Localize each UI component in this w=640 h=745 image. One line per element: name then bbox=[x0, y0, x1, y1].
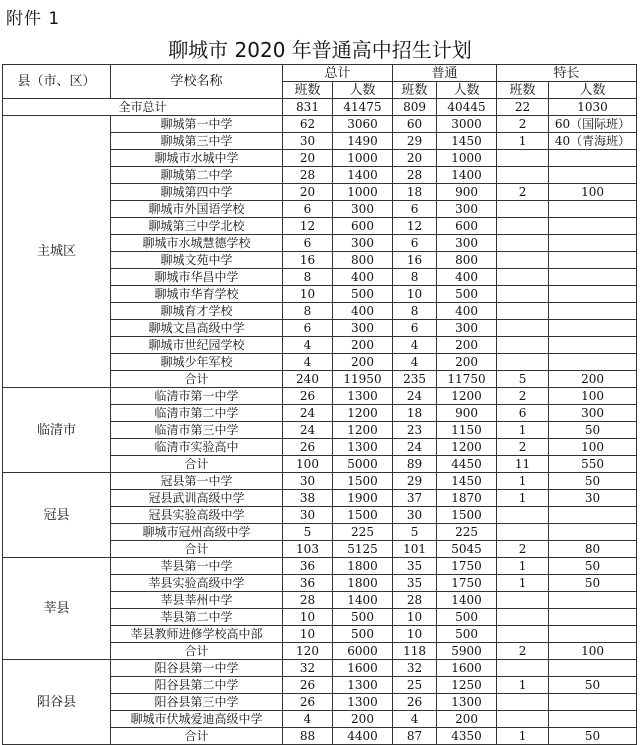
value-cell bbox=[497, 303, 549, 320]
value-cell: 400 bbox=[437, 269, 497, 286]
value-cell: 1250 bbox=[437, 677, 497, 694]
value-cell: 800 bbox=[437, 252, 497, 269]
value-cell: 20 bbox=[283, 150, 333, 167]
value-cell: 5 bbox=[283, 524, 333, 541]
value-cell: 25 bbox=[393, 677, 437, 694]
value-cell: 1400 bbox=[437, 592, 497, 609]
value-cell: 62 bbox=[283, 116, 333, 133]
county-name: 主城区 bbox=[3, 116, 111, 388]
value-cell: 1800 bbox=[333, 575, 393, 592]
value-cell: 1600 bbox=[333, 660, 393, 677]
value-cell: 400 bbox=[333, 269, 393, 286]
value-cell: 50 bbox=[549, 677, 637, 694]
value-cell: 28 bbox=[283, 592, 333, 609]
value-cell: 1 bbox=[497, 473, 549, 490]
subtotal-cell: 100 bbox=[283, 456, 333, 473]
subtotal-cell: 2 bbox=[497, 541, 549, 558]
value-cell: 12 bbox=[283, 218, 333, 235]
value-cell: 30 bbox=[283, 473, 333, 490]
county-name: 阳谷县 bbox=[3, 660, 111, 745]
subtotal-cell: 1 bbox=[497, 728, 549, 745]
value-cell bbox=[497, 507, 549, 524]
value-cell: 500 bbox=[333, 286, 393, 303]
subtotal-cell: 120 bbox=[283, 643, 333, 660]
value-cell: 24 bbox=[283, 405, 333, 422]
value-cell: 20 bbox=[283, 184, 333, 201]
value-cell bbox=[549, 592, 637, 609]
value-cell: 4 bbox=[393, 337, 437, 354]
value-cell: 1 bbox=[497, 133, 549, 150]
value-cell: 1300 bbox=[437, 694, 497, 711]
value-cell: 16 bbox=[283, 252, 333, 269]
subtotal-cell: 6000 bbox=[333, 643, 393, 660]
value-cell: 23 bbox=[393, 422, 437, 439]
value-cell: 1400 bbox=[333, 167, 393, 184]
value-cell: 1750 bbox=[437, 558, 497, 575]
school-name: 聊城市水城慧德学校 bbox=[111, 235, 283, 252]
school-name: 聊城第二中学 bbox=[111, 167, 283, 184]
city-total-cell: 831 bbox=[283, 99, 333, 116]
value-cell: 26 bbox=[283, 388, 333, 405]
value-cell: 300 bbox=[333, 235, 393, 252]
subtotal-cell: 200 bbox=[549, 371, 637, 388]
value-cell: 1870 bbox=[437, 490, 497, 507]
value-cell: 50 bbox=[549, 575, 637, 592]
value-cell: 1600 bbox=[437, 660, 497, 677]
city-total-cell: 1030 bbox=[549, 99, 637, 116]
value-cell bbox=[549, 201, 637, 218]
value-cell bbox=[497, 235, 549, 252]
value-cell: 300 bbox=[437, 201, 497, 218]
value-cell: 4 bbox=[283, 711, 333, 728]
value-cell: 400 bbox=[333, 303, 393, 320]
value-cell: 300 bbox=[549, 405, 637, 422]
value-cell: 1450 bbox=[437, 473, 497, 490]
value-cell: 1400 bbox=[437, 167, 497, 184]
city-total-cell: 40445 bbox=[437, 99, 497, 116]
value-cell: 35 bbox=[393, 575, 437, 592]
value-cell bbox=[549, 354, 637, 371]
value-cell: 900 bbox=[437, 184, 497, 201]
value-cell bbox=[497, 694, 549, 711]
value-cell: 30 bbox=[283, 507, 333, 524]
value-cell: 6 bbox=[283, 320, 333, 337]
value-cell: 6 bbox=[393, 235, 437, 252]
value-cell: 32 bbox=[283, 660, 333, 677]
value-cell bbox=[497, 592, 549, 609]
school-name: 莘县莘州中学 bbox=[111, 592, 283, 609]
value-cell: 6 bbox=[393, 320, 437, 337]
value-cell: 37 bbox=[393, 490, 437, 507]
value-cell: 300 bbox=[333, 320, 393, 337]
value-cell bbox=[549, 286, 637, 303]
school-name: 临清市第三中学 bbox=[111, 422, 283, 439]
value-cell bbox=[497, 320, 549, 337]
school-name: 聊城育才学校 bbox=[111, 303, 283, 320]
value-cell: 26 bbox=[393, 694, 437, 711]
value-cell: 4 bbox=[283, 337, 333, 354]
school-name: 冠县武训高级中学 bbox=[111, 490, 283, 507]
subtotal-cell: 4350 bbox=[437, 728, 497, 745]
subtotal-cell: 5125 bbox=[333, 541, 393, 558]
header-special: 特长 bbox=[497, 65, 637, 82]
value-cell: 1200 bbox=[333, 422, 393, 439]
school-name: 聊城市外国语学校 bbox=[111, 201, 283, 218]
value-cell bbox=[549, 660, 637, 677]
value-cell: 200 bbox=[437, 711, 497, 728]
school-name: 阳谷县第三中学 bbox=[111, 694, 283, 711]
value-cell bbox=[497, 286, 549, 303]
value-cell: 2 bbox=[497, 116, 549, 133]
value-cell bbox=[549, 507, 637, 524]
value-cell: 1 bbox=[497, 422, 549, 439]
value-cell: 24 bbox=[393, 439, 437, 456]
value-cell: 10 bbox=[283, 626, 333, 643]
value-cell: 1200 bbox=[437, 388, 497, 405]
subtotal-cell: 5 bbox=[497, 371, 549, 388]
subtotal-cell: 89 bbox=[393, 456, 437, 473]
value-cell: 1000 bbox=[333, 184, 393, 201]
subtotal-cell: 240 bbox=[283, 371, 333, 388]
subtotal-cell: 103 bbox=[283, 541, 333, 558]
value-cell: 1500 bbox=[437, 507, 497, 524]
value-cell: 38 bbox=[283, 490, 333, 507]
value-cell: 500 bbox=[437, 286, 497, 303]
value-cell: 6 bbox=[283, 235, 333, 252]
value-cell: 500 bbox=[333, 626, 393, 643]
value-cell: 1900 bbox=[333, 490, 393, 507]
value-cell: 40（青海班） bbox=[549, 133, 637, 150]
school-name: 冠县第一中学 bbox=[111, 473, 283, 490]
city-total-label: 全市总计 bbox=[3, 99, 283, 116]
school-name: 聊城市华昌中学 bbox=[111, 269, 283, 286]
value-cell: 225 bbox=[437, 524, 497, 541]
value-cell bbox=[497, 660, 549, 677]
value-cell: 18 bbox=[393, 405, 437, 422]
value-cell: 200 bbox=[437, 337, 497, 354]
school-name: 冠县实验高级中学 bbox=[111, 507, 283, 524]
subtotal-cell: 5900 bbox=[437, 643, 497, 660]
value-cell bbox=[497, 167, 549, 184]
value-cell: 2 bbox=[497, 388, 549, 405]
value-cell: 6 bbox=[283, 201, 333, 218]
subtotal-cell: 50 bbox=[549, 728, 637, 745]
value-cell: 10 bbox=[393, 609, 437, 626]
school-name: 阳谷县第一中学 bbox=[111, 660, 283, 677]
header-regular-people: 人数 bbox=[437, 82, 497, 99]
value-cell: 10 bbox=[283, 286, 333, 303]
subtotal-cell: 80 bbox=[549, 541, 637, 558]
subtotal-cell: 100 bbox=[549, 643, 637, 660]
value-cell: 1 bbox=[497, 575, 549, 592]
city-total-cell: 22 bbox=[497, 99, 549, 116]
value-cell: 1500 bbox=[333, 507, 393, 524]
value-cell: 20 bbox=[393, 150, 437, 167]
county-name: 冠县 bbox=[3, 473, 111, 558]
document-title: 聊城市 2020 年普通高中招生计划 bbox=[168, 38, 472, 62]
value-cell: 900 bbox=[437, 405, 497, 422]
value-cell: 28 bbox=[393, 592, 437, 609]
subtotal-label: 合计 bbox=[111, 456, 283, 473]
value-cell: 1000 bbox=[333, 150, 393, 167]
value-cell: 36 bbox=[283, 575, 333, 592]
value-cell bbox=[549, 269, 637, 286]
header-regular: 普通 bbox=[393, 65, 497, 82]
value-cell bbox=[497, 201, 549, 218]
school-name: 聊城市世纪园学校 bbox=[111, 337, 283, 354]
subtotal-cell: 2 bbox=[497, 643, 549, 660]
value-cell: 28 bbox=[283, 167, 333, 184]
value-cell: 1150 bbox=[437, 422, 497, 439]
school-name: 聊城市伏城爱迪高级中学 bbox=[111, 711, 283, 728]
value-cell bbox=[497, 269, 549, 286]
value-cell: 200 bbox=[333, 337, 393, 354]
value-cell: 10 bbox=[393, 286, 437, 303]
subtotal-cell: 4450 bbox=[437, 456, 497, 473]
subtotal-cell: 11750 bbox=[437, 371, 497, 388]
value-cell: 500 bbox=[437, 626, 497, 643]
value-cell bbox=[549, 320, 637, 337]
value-cell: 60（国际班） bbox=[549, 116, 637, 133]
school-name: 阳谷县第二中学 bbox=[111, 677, 283, 694]
value-cell: 3060 bbox=[333, 116, 393, 133]
school-name: 聊城市华育学校 bbox=[111, 286, 283, 303]
value-cell: 1490 bbox=[333, 133, 393, 150]
subtotal-cell: 5000 bbox=[333, 456, 393, 473]
subtotal-cell: 550 bbox=[549, 456, 637, 473]
value-cell: 4 bbox=[393, 354, 437, 371]
value-cell: 300 bbox=[437, 235, 497, 252]
header-row-1 bbox=[3, 65, 637, 82]
table-row bbox=[3, 558, 637, 575]
value-cell: 26 bbox=[283, 694, 333, 711]
value-cell bbox=[549, 150, 637, 167]
school-name: 莘县实验高级中学 bbox=[111, 575, 283, 592]
value-cell: 600 bbox=[437, 218, 497, 235]
value-cell bbox=[549, 303, 637, 320]
value-cell: 200 bbox=[333, 711, 393, 728]
header-county: 县（市、区） bbox=[3, 65, 111, 99]
school-name: 临清市第二中学 bbox=[111, 405, 283, 422]
header-regular-classes: 班数 bbox=[393, 82, 437, 99]
subtotal-cell: 87 bbox=[393, 728, 437, 745]
value-cell: 30 bbox=[393, 507, 437, 524]
value-cell bbox=[549, 167, 637, 184]
school-name: 聊城市冠州高级中学 bbox=[111, 524, 283, 541]
school-name: 聊城第一中学 bbox=[111, 116, 283, 133]
school-name: 莘县教师进修学校高中部 bbox=[111, 626, 283, 643]
value-cell: 600 bbox=[333, 218, 393, 235]
county-name: 莘县 bbox=[3, 558, 111, 660]
value-cell: 28 bbox=[393, 167, 437, 184]
value-cell: 50 bbox=[549, 558, 637, 575]
school-name: 聊城第三中学北校 bbox=[111, 218, 283, 235]
subtotal-cell: 118 bbox=[393, 643, 437, 660]
school-name: 莘县第一中学 bbox=[111, 558, 283, 575]
value-cell: 32 bbox=[393, 660, 437, 677]
value-cell: 10 bbox=[283, 609, 333, 626]
value-cell bbox=[549, 235, 637, 252]
value-cell bbox=[497, 609, 549, 626]
value-cell bbox=[497, 337, 549, 354]
value-cell: 4 bbox=[393, 711, 437, 728]
value-cell: 1750 bbox=[437, 575, 497, 592]
table-row bbox=[3, 473, 637, 490]
value-cell: 300 bbox=[333, 201, 393, 218]
subtotal-cell: 4400 bbox=[333, 728, 393, 745]
subtotal-label: 合计 bbox=[111, 371, 283, 388]
county-name: 临清市 bbox=[3, 388, 111, 473]
value-cell: 1200 bbox=[437, 439, 497, 456]
school-name: 莘县第二中学 bbox=[111, 609, 283, 626]
value-cell bbox=[497, 711, 549, 728]
value-cell bbox=[549, 524, 637, 541]
value-cell: 1 bbox=[497, 558, 549, 575]
table-row bbox=[3, 388, 637, 405]
value-cell bbox=[549, 626, 637, 643]
city-total-row bbox=[3, 99, 637, 116]
value-cell: 500 bbox=[437, 609, 497, 626]
value-cell: 1300 bbox=[333, 439, 393, 456]
table-row bbox=[3, 116, 637, 133]
value-cell: 50 bbox=[549, 473, 637, 490]
value-cell bbox=[497, 354, 549, 371]
value-cell: 1200 bbox=[333, 405, 393, 422]
value-cell: 60 bbox=[393, 116, 437, 133]
subtotal-cell: 11 bbox=[497, 456, 549, 473]
subtotal-cell: 235 bbox=[393, 371, 437, 388]
school-name: 临清市实验高中 bbox=[111, 439, 283, 456]
header-total-classes: 班数 bbox=[283, 82, 333, 99]
school-name: 聊城市水城中学 bbox=[111, 150, 283, 167]
value-cell: 6 bbox=[497, 405, 549, 422]
school-name: 聊城文昌高级中学 bbox=[111, 320, 283, 337]
value-cell: 1400 bbox=[333, 592, 393, 609]
value-cell bbox=[497, 252, 549, 269]
value-cell: 400 bbox=[437, 303, 497, 320]
attachment-label: 附件 1 bbox=[6, 9, 61, 29]
value-cell: 800 bbox=[333, 252, 393, 269]
value-cell: 1000 bbox=[437, 150, 497, 167]
value-cell: 1500 bbox=[333, 473, 393, 490]
subtotal-label: 合计 bbox=[111, 728, 283, 745]
school-name: 临清市第一中学 bbox=[111, 388, 283, 405]
school-name: 聊城第三中学 bbox=[111, 133, 283, 150]
value-cell: 24 bbox=[283, 422, 333, 439]
value-cell: 1300 bbox=[333, 388, 393, 405]
value-cell: 100 bbox=[549, 184, 637, 201]
city-total-cell: 41475 bbox=[333, 99, 393, 116]
subtotal-cell: 101 bbox=[393, 541, 437, 558]
value-cell: 2 bbox=[497, 439, 549, 456]
value-cell bbox=[497, 626, 549, 643]
value-cell: 1 bbox=[497, 490, 549, 507]
value-cell: 30 bbox=[283, 133, 333, 150]
header-total-people: 人数 bbox=[333, 82, 393, 99]
value-cell: 100 bbox=[549, 388, 637, 405]
header-school: 学校名称 bbox=[111, 65, 283, 99]
value-cell: 35 bbox=[393, 558, 437, 575]
school-name: 聊城少年军校 bbox=[111, 354, 283, 371]
value-cell: 5 bbox=[393, 524, 437, 541]
header-total: 总计 bbox=[283, 65, 393, 82]
value-cell: 500 bbox=[333, 609, 393, 626]
value-cell: 18 bbox=[393, 184, 437, 201]
value-cell bbox=[497, 524, 549, 541]
value-cell: 50 bbox=[549, 422, 637, 439]
value-cell: 16 bbox=[393, 252, 437, 269]
subtotal-label: 合计 bbox=[111, 541, 283, 558]
value-cell: 1450 bbox=[437, 133, 497, 150]
value-cell: 1800 bbox=[333, 558, 393, 575]
subtotal-cell: 88 bbox=[283, 728, 333, 745]
value-cell: 36 bbox=[283, 558, 333, 575]
value-cell: 1300 bbox=[333, 694, 393, 711]
value-cell bbox=[549, 711, 637, 728]
value-cell bbox=[549, 218, 637, 235]
table-row bbox=[3, 660, 637, 677]
school-name: 聊城文苑中学 bbox=[111, 252, 283, 269]
value-cell: 29 bbox=[393, 133, 437, 150]
value-cell: 8 bbox=[393, 269, 437, 286]
header-special-people: 人数 bbox=[549, 82, 637, 99]
value-cell: 2 bbox=[497, 184, 549, 201]
value-cell: 200 bbox=[437, 354, 497, 371]
value-cell bbox=[497, 150, 549, 167]
value-cell bbox=[549, 337, 637, 354]
value-cell: 300 bbox=[437, 320, 497, 337]
header-special-classes: 班数 bbox=[497, 82, 549, 99]
value-cell: 29 bbox=[393, 473, 437, 490]
value-cell bbox=[549, 609, 637, 626]
value-cell: 6 bbox=[393, 201, 437, 218]
value-cell: 4 bbox=[283, 354, 333, 371]
value-cell: 1 bbox=[497, 677, 549, 694]
value-cell: 30 bbox=[549, 490, 637, 507]
value-cell: 100 bbox=[549, 439, 637, 456]
value-cell: 24 bbox=[393, 388, 437, 405]
subtotal-cell: 5045 bbox=[437, 541, 497, 558]
value-cell: 8 bbox=[283, 269, 333, 286]
value-cell: 3000 bbox=[437, 116, 497, 133]
value-cell: 10 bbox=[393, 626, 437, 643]
enrollment-plan-table bbox=[2, 64, 637, 745]
school-name: 聊城第四中学 bbox=[111, 184, 283, 201]
value-cell bbox=[549, 252, 637, 269]
value-cell: 12 bbox=[393, 218, 437, 235]
subtotal-label: 合计 bbox=[111, 643, 283, 660]
subtotal-cell: 11950 bbox=[333, 371, 393, 388]
value-cell: 1300 bbox=[333, 677, 393, 694]
value-cell bbox=[549, 694, 637, 711]
value-cell: 8 bbox=[393, 303, 437, 320]
city-total-cell: 809 bbox=[393, 99, 437, 116]
value-cell: 200 bbox=[333, 354, 393, 371]
value-cell: 225 bbox=[333, 524, 393, 541]
value-cell: 26 bbox=[283, 439, 333, 456]
value-cell bbox=[497, 218, 549, 235]
value-cell: 26 bbox=[283, 677, 333, 694]
value-cell: 8 bbox=[283, 303, 333, 320]
